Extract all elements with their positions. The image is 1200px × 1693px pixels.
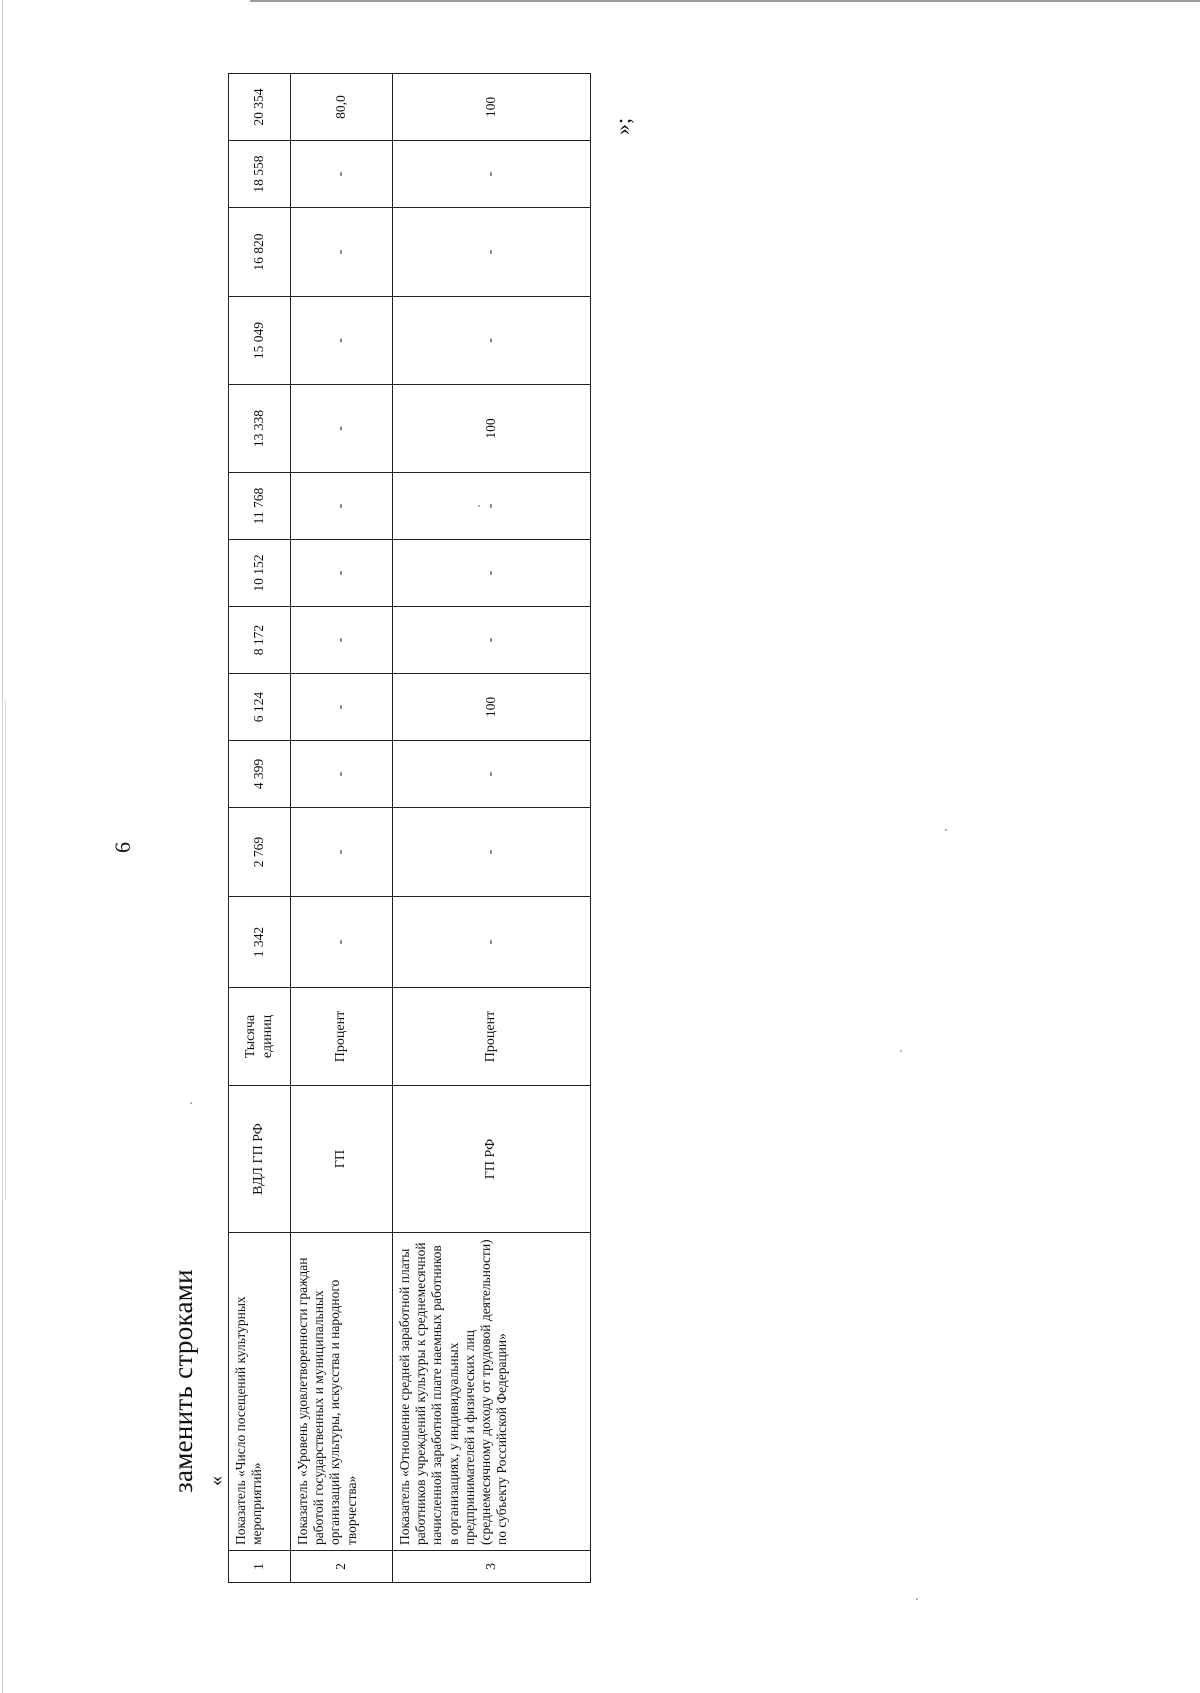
table-row xyxy=(291,74,393,1583)
value-cell: - xyxy=(291,674,393,741)
value-cell: - xyxy=(291,473,393,540)
indicator-name: Показатель «Уровень удовлетворенности граждан работой государственных и муниципальных организаций культуры, искусства и народного творчества» xyxy=(291,1233,393,1551)
value-cell: - xyxy=(291,208,393,297)
indicators-table xyxy=(228,73,591,1583)
value-cell: 100 xyxy=(393,385,591,473)
value-cell: - xyxy=(291,297,393,385)
value-cell: 100 xyxy=(393,74,591,141)
value-cell: - xyxy=(393,297,591,385)
value-cell: - xyxy=(291,540,393,607)
value-cell: - xyxy=(393,540,591,607)
value-cell: - xyxy=(393,808,591,897)
value-cell: - xyxy=(393,897,591,988)
row-number: 3 xyxy=(393,1551,591,1583)
value-cell: 15 049 xyxy=(229,297,291,385)
value-cell: - xyxy=(291,385,393,473)
value-cell: - xyxy=(291,741,393,808)
closing-quote: »; xyxy=(610,117,635,135)
value-cell: - xyxy=(291,141,393,208)
indicator-source: ГП xyxy=(291,1086,393,1233)
row-number: 1 xyxy=(229,1551,291,1583)
indicator-unit: Процент xyxy=(393,988,591,1086)
value-cell: 11 768 xyxy=(229,473,291,540)
value-cell: - xyxy=(291,897,393,988)
indicator-source: ВДЛ ГП РФ xyxy=(229,1086,291,1233)
page-number: 6 xyxy=(110,842,135,853)
value-cell: 4 399 xyxy=(229,741,291,808)
value-cell: 6 124 xyxy=(229,674,291,741)
value-cell: 16 820 xyxy=(229,208,291,297)
value-cell: 10 152 xyxy=(229,540,291,607)
value-cell: - xyxy=(291,808,393,897)
indicator-name: Показатель «Число посещений культурных мероприятий» xyxy=(229,1233,291,1551)
row-number: 2 xyxy=(291,1551,393,1583)
indicator-unit: Тысяча единиц xyxy=(229,988,291,1086)
value-cell: - xyxy=(393,208,591,297)
opening-quote: « xyxy=(205,1476,227,1486)
value-cell: 13 338 xyxy=(229,385,291,473)
indicator-source: ГП РФ xyxy=(393,1086,591,1233)
value-cell: - xyxy=(393,141,591,208)
value-cell: - xyxy=(393,607,591,674)
value-cell: 100 xyxy=(393,674,591,741)
value-cell: 2 769 xyxy=(229,808,291,897)
indicator-name: Показатель «Отношение средней заработной платы работников учреждений культуры к среднемесячной начисленной заработной плате наемных работников в организациях, у индивидуальных предпринимателей и физических лиц (среднемесячному доходу от трудовой деятельности) по субъекту Российской Федерации» xyxy=(393,1233,591,1551)
value-cell: 18 558 xyxy=(229,141,291,208)
value-cell: 20 354 xyxy=(229,74,291,141)
value-cell: 1 342 xyxy=(229,897,291,988)
value-cell: - xyxy=(291,607,393,674)
value-cell: 80,0 xyxy=(291,74,393,141)
indicator-unit: Процент xyxy=(291,988,393,1086)
value-cell: 8 172 xyxy=(229,607,291,674)
value-cell: - xyxy=(393,473,591,540)
section-heading: заменить строками xyxy=(168,1269,198,1493)
table-row xyxy=(393,74,591,1583)
table-row xyxy=(229,74,291,1583)
value-cell: - xyxy=(393,741,591,808)
